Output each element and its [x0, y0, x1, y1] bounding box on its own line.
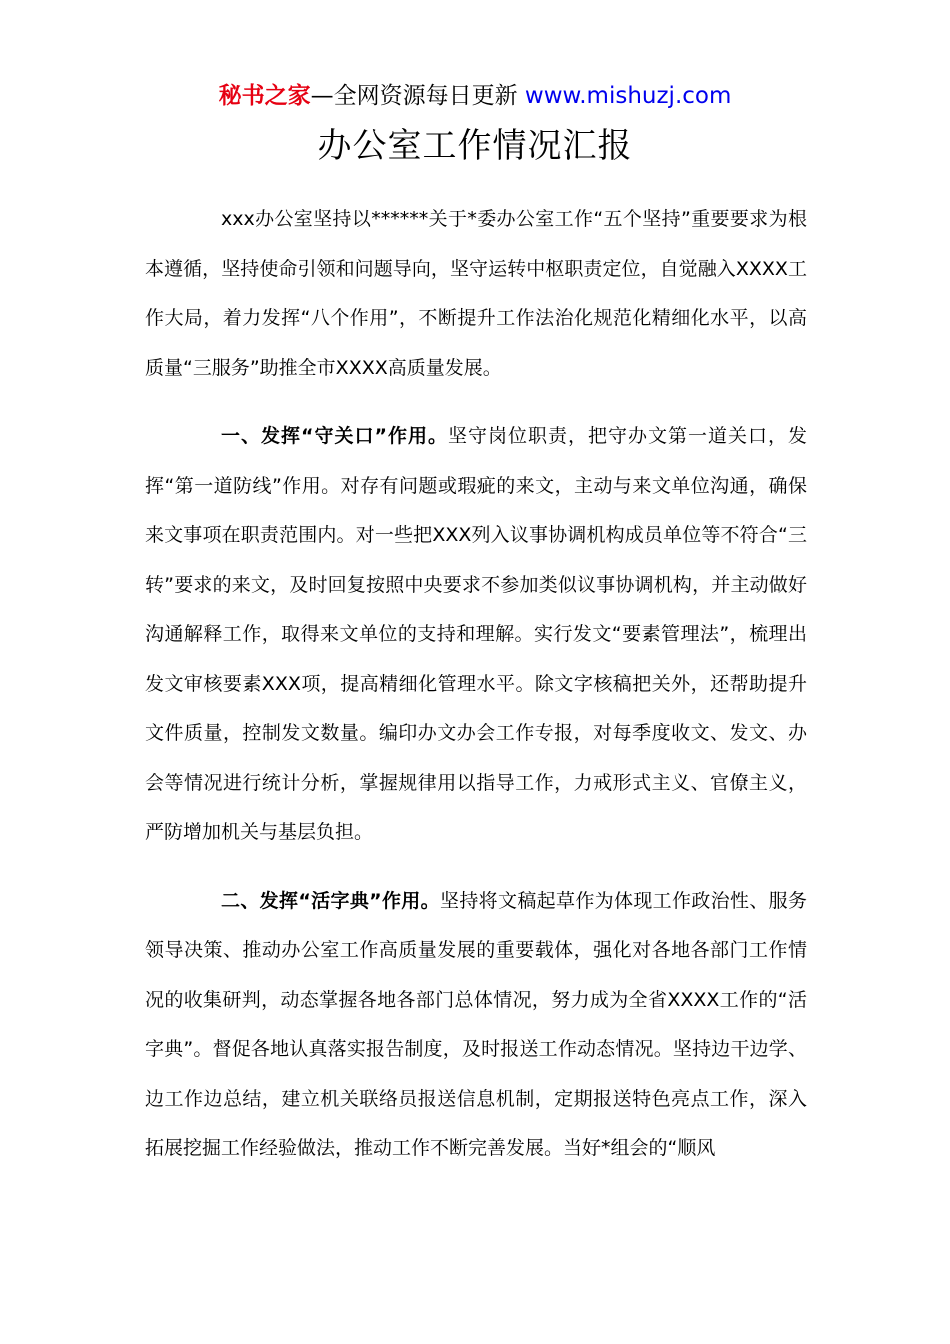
paragraph-text: 坚守岗位职责，把守办文第一道关口，发挥“第一道防线”作用。对存有问题或瑕疵的来文，主动与来文单位沟通，确保来文事项在职责范围内。对一些把XXX列入议事协调机构成员单位等不符合“三转”要求的来文，及时回复按照中央要求不参加类似议事协调机构，并主动做好沟通解释工作，取得来文单位的支持和理解。实行发文“要素管理法”，梳理出发文审核要素XXX项，提高精细化管理水平。除文字核稿把关外，还帮助提升文件质量，控制发文数量。编印办文办会工作专报，对每季度收文、发文、办会等情况进行统计分析，掌握规律用以指导工作，力戒形式主义、官僚主义，严防增加机关与基层负担。 — [145, 425, 807, 843]
site-header — [0, 80, 950, 112]
section-heading: 二、发挥“活字典”作用。 — [221, 889, 440, 912]
document-title: 办公室工作情况汇报 — [317, 126, 633, 166]
section-heading: 一、发挥“守关口”作用。 — [221, 425, 448, 447]
header-tagline: —全网资源每日更新 — [310, 83, 525, 109]
paragraph-text: 坚持将文稿起草作为体现工作政治性、服务领导决策、推动办公室工作高质量发展的重要载体，强化对各地各部门工作情况的收集研判，动态掌握各地各部门总体情况，努力成为全省XXXX工作的“活字典”。督促各地认真落实报告制度，及时报送工作动态情况。坚持边干边学、边工作边总结，建立机关联络员报送信息机制，定期报送特色亮点工作，深入拓展挖掘工作经验做法，推动工作不断完善发展。当好*组会的“顺风 — [145, 889, 807, 1159]
paragraph-section-2 — [145, 877, 807, 1174]
brand-name: 秘书之家 — [218, 83, 311, 109]
paragraph-intro — [145, 195, 807, 393]
paragraph-section-1 — [145, 412, 807, 858]
site-url-link[interactable]: www.mishuzj.com — [524, 83, 732, 109]
paragraph-text: xxx办公室坚持以******关于*委办公室工作“五个坚持”重要要求为根本遵循，坚持使命引领和问题导向，坚守运转中枢职责定位，自觉融入XXXX工作大局，着力发挥“八个作用”，不断提升工作法治化规范化精细化水平，以高质量“三服务”助推全市XXXX高质量发展。 — [145, 208, 807, 379]
document-body — [145, 195, 807, 1174]
